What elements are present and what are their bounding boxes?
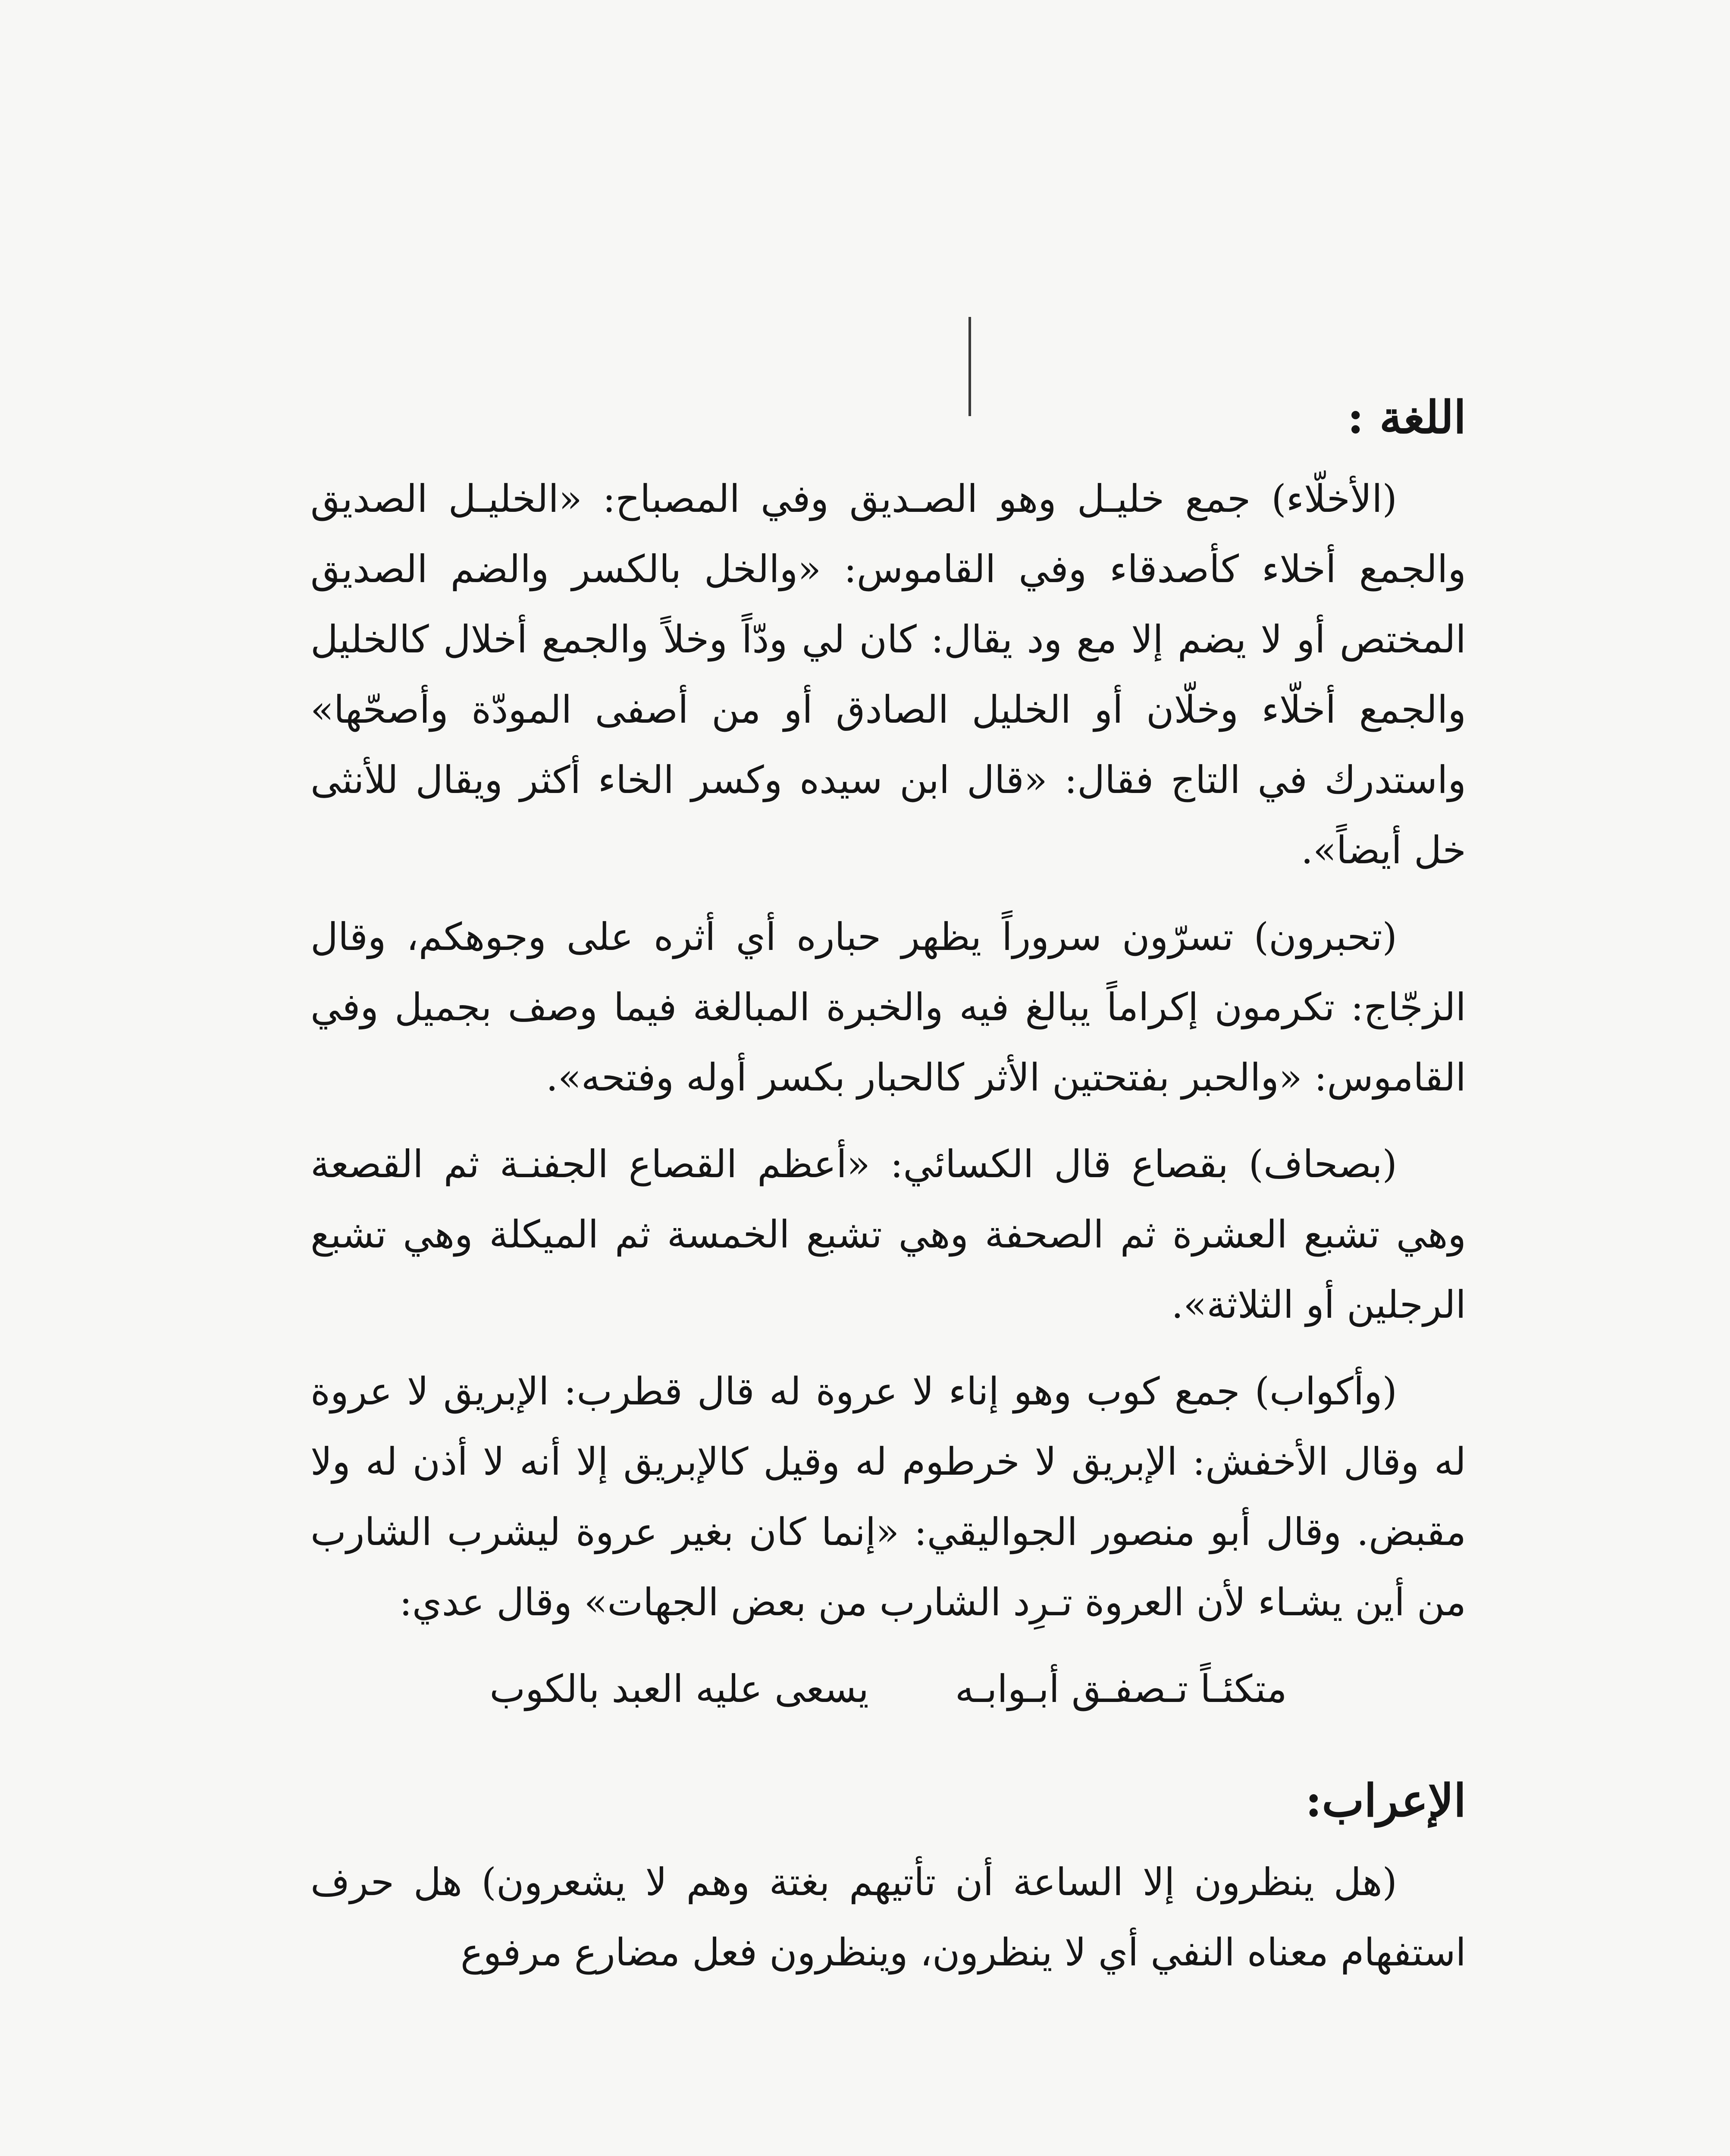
paragraph-hal-yanzurun: (هل ينظرون إلا الساعة أن تأتيهم بغتة وهم لا يشعرون) هل حرف استفهام معناه النفي أي لا ينظرون، وينظرون فعل مضارع مرفوع xyxy=(310,1860,1466,1975)
paragraph-tuhbarun: (تحبرون) تسرّون سروراً يظهر حباره أي أثره على وجوهكم، وقال الزجّاج: تكرمون إكراماً يبالغ فيه والخبرة المبالغة فيما وصف بجميل وفي القاموس: «والحبر بفتحتين الأثر كالحبار بكسر أوله وفتحه». xyxy=(310,915,1466,1100)
section-heading-irab: الإعراب: xyxy=(1305,1774,1466,1827)
verse-second-hemistich: يسعى عليه العبد بالكوب xyxy=(489,1667,869,1711)
paragraph-akhilla: (الأخلّاء) جمع خليـل وهو الصـديق وفي المصباح: «الخليـل الصديق والجمع أخلاء كأصدقاء وفي القاموس: «والخل بالكسر والضم الصديق المختص أو لا يضم إلا مع ود يقال: كان لي ودّاً وخلاً والجمع أخلال كالخليل والجمع أخلّاء وخلّان أو الخليل الصادق أو من أصفى المودّة وأصحّها» واستدرك في التاج فقال: «قال ابن سيده وكسر الخاء أكثر ويقال للأنثى خل أيضاً». xyxy=(310,476,1466,873)
paragraph-bisihaf: (بصحاف) بقصاع قال الكسائي: «أعظم القصاع الجفنـة ثم القصعة وهي تشبع العشرة ثم الصحفة وهي تشبع الخمسة ثم الميكلة وهي تشبع الرجلين أو الثلاثة». xyxy=(310,1142,1466,1327)
poetry-verse xyxy=(310,1654,1466,1724)
text-column xyxy=(310,388,1466,2004)
verse-first-hemistich: متكئـاً تـصفـق أبـوابـه xyxy=(955,1667,1287,1711)
section-heading-lugha: اللغة : xyxy=(1347,391,1466,444)
paragraph-akwab: (وأكواب) جمع كوب وهو إناء لا عروة له قال قطرب: الإبريق لا عروة له وقال الأخفش: الإبريق لا خرطوم له وقيل كالإبريق إلا أنه لا أذن له ولا مقبض. وقال أبو منصور الجواليقي: «إنما كان بغير عروة ليشرب الشارب من أين يشـاء لأن العروة تـرِد الشارب من بعض الجهات» وقال عدي: xyxy=(310,1369,1466,1625)
